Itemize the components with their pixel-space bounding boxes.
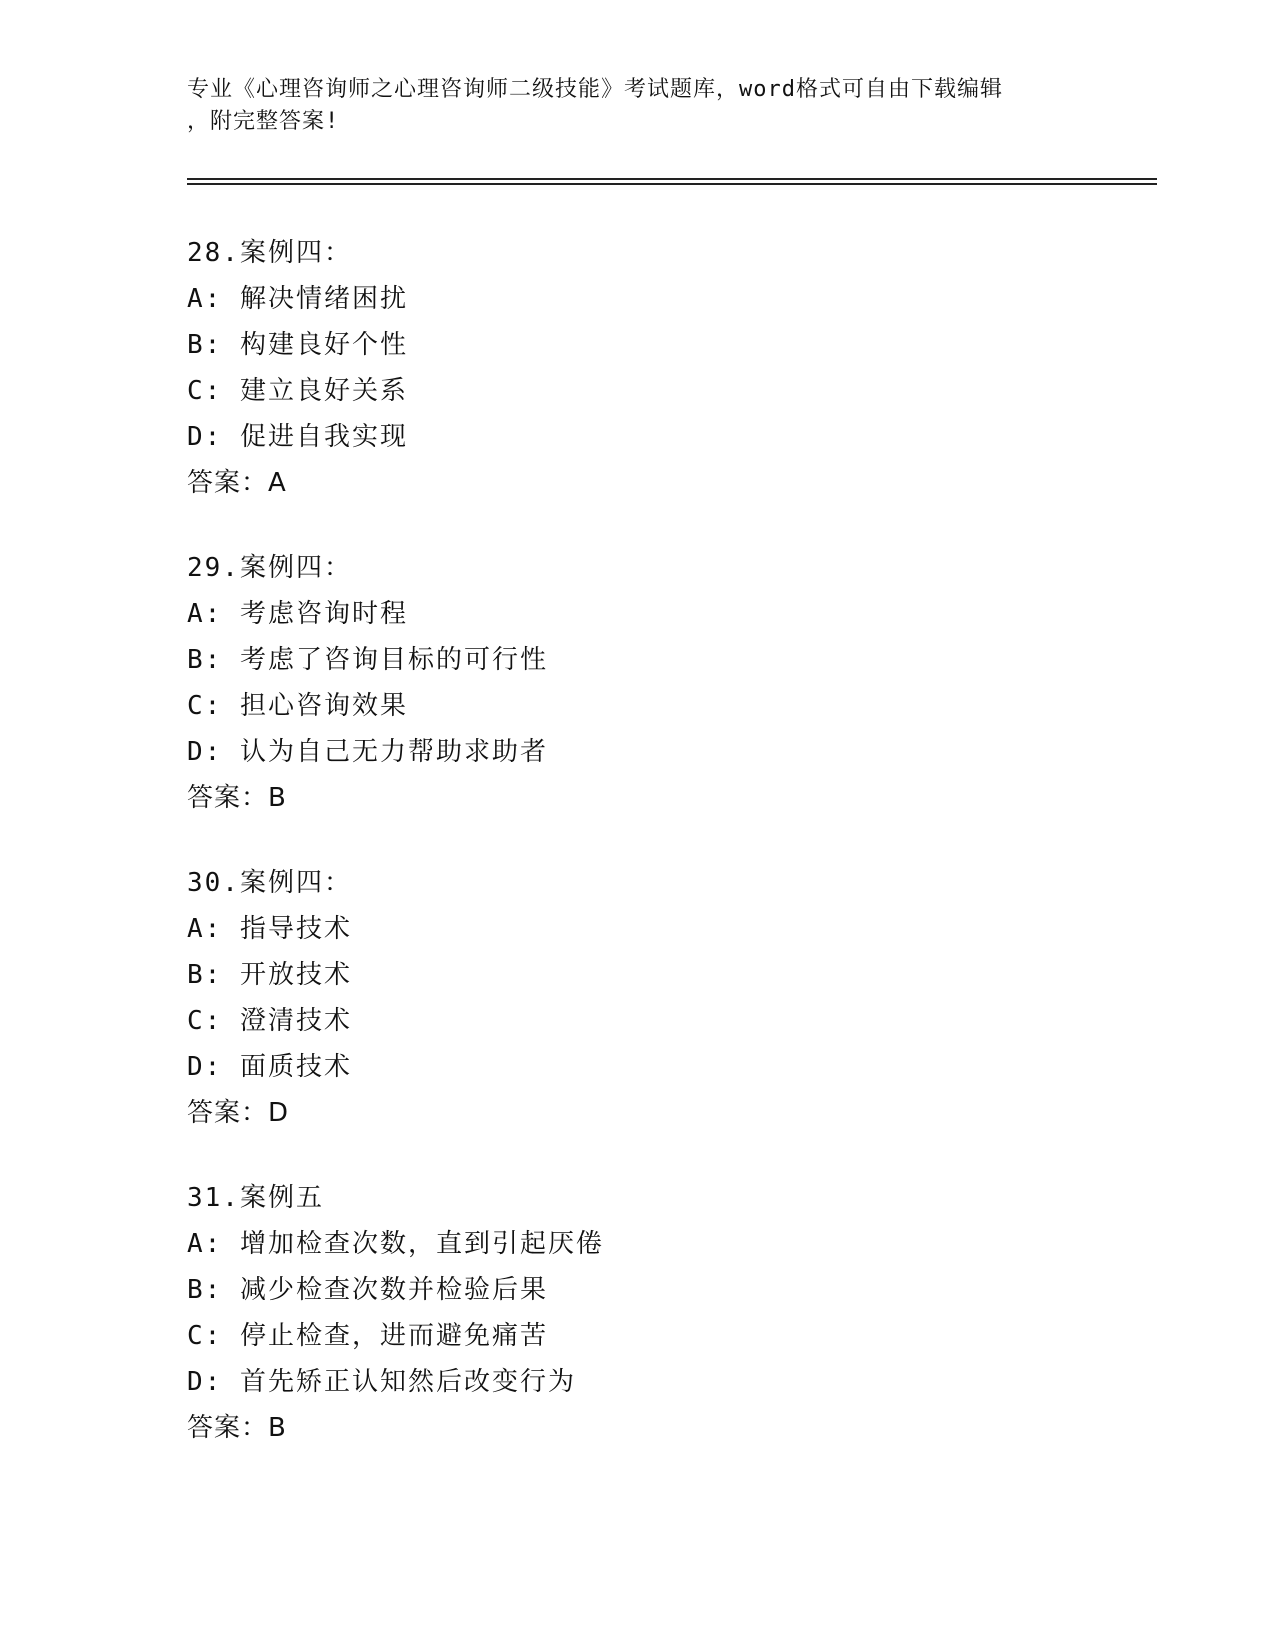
option-c: C: 担心咨询效果: [187, 691, 408, 721]
question-title: 31.案例五: [187, 1183, 324, 1213]
header-divider-bottom: [187, 183, 1157, 185]
option-d: D: 认为自己无力帮助求助者: [187, 737, 548, 767]
answer: 答案：B: [187, 783, 287, 813]
option-b: B: 考虑了咨询目标的可行性: [187, 645, 548, 675]
option-a: A: 指导技术: [187, 914, 352, 944]
answer: 答案：D: [187, 1098, 290, 1128]
question-title: 29.案例四：: [187, 553, 352, 583]
answer: 答案：A: [187, 468, 287, 498]
header-line-1: 专业《心理咨询师之心理咨询师二级技能》考试题库，word格式可自由下载编辑: [187, 77, 1003, 102]
option-a: A: 增加检查次数，直到引起厌倦: [187, 1229, 604, 1259]
option-b: B: 开放技术: [187, 960, 352, 990]
option-b: B: 减少检查次数并检验后果: [187, 1275, 548, 1305]
option-c: C: 建立良好关系: [187, 376, 408, 406]
question-29: [187, 545, 1087, 821]
header-divider-top: [187, 178, 1157, 180]
question-title: 28.案例四：: [187, 238, 352, 268]
option-d: D: 首先矫正认知然后改变行为: [187, 1367, 576, 1397]
header-line-2: ，附完整答案!: [187, 109, 340, 134]
option-d: D: 面质技术: [187, 1052, 352, 1082]
option-a: A: 解决情绪困扰: [187, 284, 408, 314]
option-d: D: 促进自我实现: [187, 422, 408, 452]
option-c: C: 停止检查，进而避免痛苦: [187, 1321, 548, 1351]
option-a: A: 考虑咨询时程: [187, 599, 408, 629]
option-b: B: 构建良好个性: [187, 330, 408, 360]
question-30: [187, 860, 1087, 1136]
question-28: [187, 230, 1087, 506]
question-31: [187, 1175, 1087, 1451]
document-header: [187, 74, 1087, 138]
option-c: C: 澄清技术: [187, 1006, 352, 1036]
answer: 答案：B: [187, 1413, 287, 1443]
question-title: 30.案例四：: [187, 868, 352, 898]
